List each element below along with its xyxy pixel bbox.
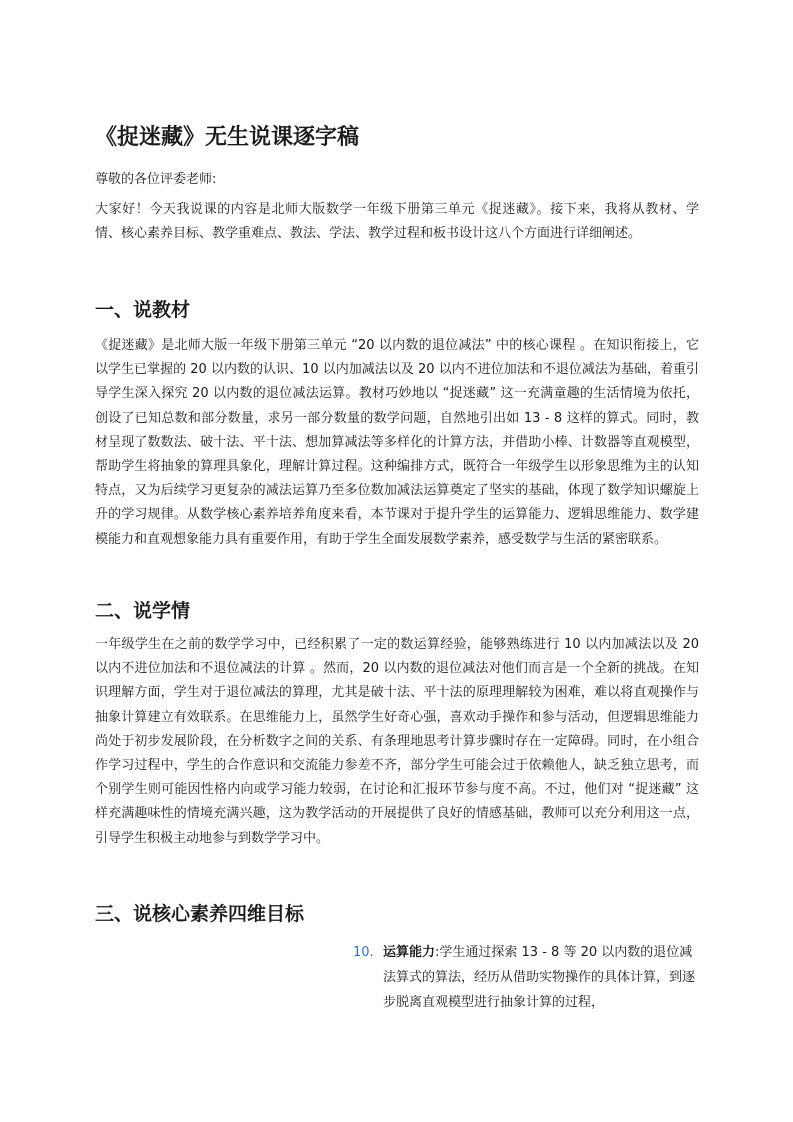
goal-list-item [353, 940, 699, 1015]
greeting: 尊敬的各位评委老师: [95, 172, 217, 187]
document-title: 《捉迷藏》无生说课逐字稿 [95, 125, 360, 150]
goal-colon: : [435, 945, 440, 960]
goal-number: 10. [353, 945, 374, 960]
intro-paragraph: 大家好！今天我说课的内容是北师大版数学一年级下册第三单元《捉迷藏》。接下来，我将从教材、学情、核心素养目标、教学重难点、教法、学法、教学过程和板书设计这八个方面进行详细阐述。 [95, 202, 699, 242]
goal-text: 学生通过探索 13 - 8 等 20 以内数的退位减法算式的算法，经历从借助实物操作的具体计算，到逐步脱离直观模型进行抽象计算的过程， [383, 945, 696, 1010]
section-body-students: 一年级学生在之前的数学学习中，已经积累了一定的数运算经验，能够熟练进行 10 以内加减法以及 20 以内不进位加法和不退位减法的计算 。然而，20 以内数的退位减法对他们而言是一个全新的挑战。在知识理解方面，学生对于退位减法的算理，尤其是破十法、平十法的原理理解较为困难，难以将直观操作与抽象计算建立有效联系。在思维能力上，虽然学生好奇心强，喜欢动手操作和参与活动，但逻辑思维能力尚处于初步发展阶段，在分析数字之间的关系、有条理地思考计算步骤时存在一定障碍。同时，在小组合作学习过程中，学生的合作意识和交流能力参差不齐，部分学生可能会过于依赖他人，缺乏独立思考，而个别学生则可能因性格内向或学习能力较弱，在讨论和汇报环节参与度不高。不过，他们对 “捉迷藏” 这样充满趣味性的情境充满兴趣，这为教学活动的开展提供了良好的情感基础，教师可以充分利用这一点，引导学生积极主动地参与到数学学习中。 [95, 637, 699, 846]
section-heading-goals: 三、说核心素养四维目标 [95, 903, 305, 925]
section-heading-textbook: 一、说教材 [95, 299, 191, 321]
goal-body [383, 940, 699, 1015]
goal-label: 运算能力 [383, 945, 436, 960]
section-body-textbook: 《捉迷藏》是北师大版一年级下册第三单元 “20 以内数的退位减法” 中的核心课程 。在知识衔接上，它以学生已掌握的 20 以内数的认识、10 以内加减法以及 20 以内不进位加法和不退位减法为基础，着重引导学生深入探究 20 以内数的退位减法运算。教材巧妙地以 “捉迷藏” 这一充满童趣的生活情境为依托，创设了已知总数和部分数量，求另一部分数量的数学问题，自然地引出如 13 - 8 这样的算式。同时，教材呈现了数数法、破十法、平十法、想加算减法等多样化的计算方法，并借助小棒、计数器等直观模型，帮助学生将抽象的算理具象化，理解计算过程。这种编排方式，既符合一年级学生以形象思维为主的认知特点，又为后续学习更复杂的减法运算乃至多位数加减法运算奠定了坚实的基础，体现了数学知识螺旋上升的学习规律。从数学核心素养培养角度来看，本节课对于提升学生的运算能力、逻辑思维能力、数学建模能力和直观想象能力具有重要作用，有助于学生全面发展数学素养，感受数学与生活的紧密联系。 [95, 338, 699, 547]
section-heading-students: 二、说学情 [95, 600, 191, 622]
